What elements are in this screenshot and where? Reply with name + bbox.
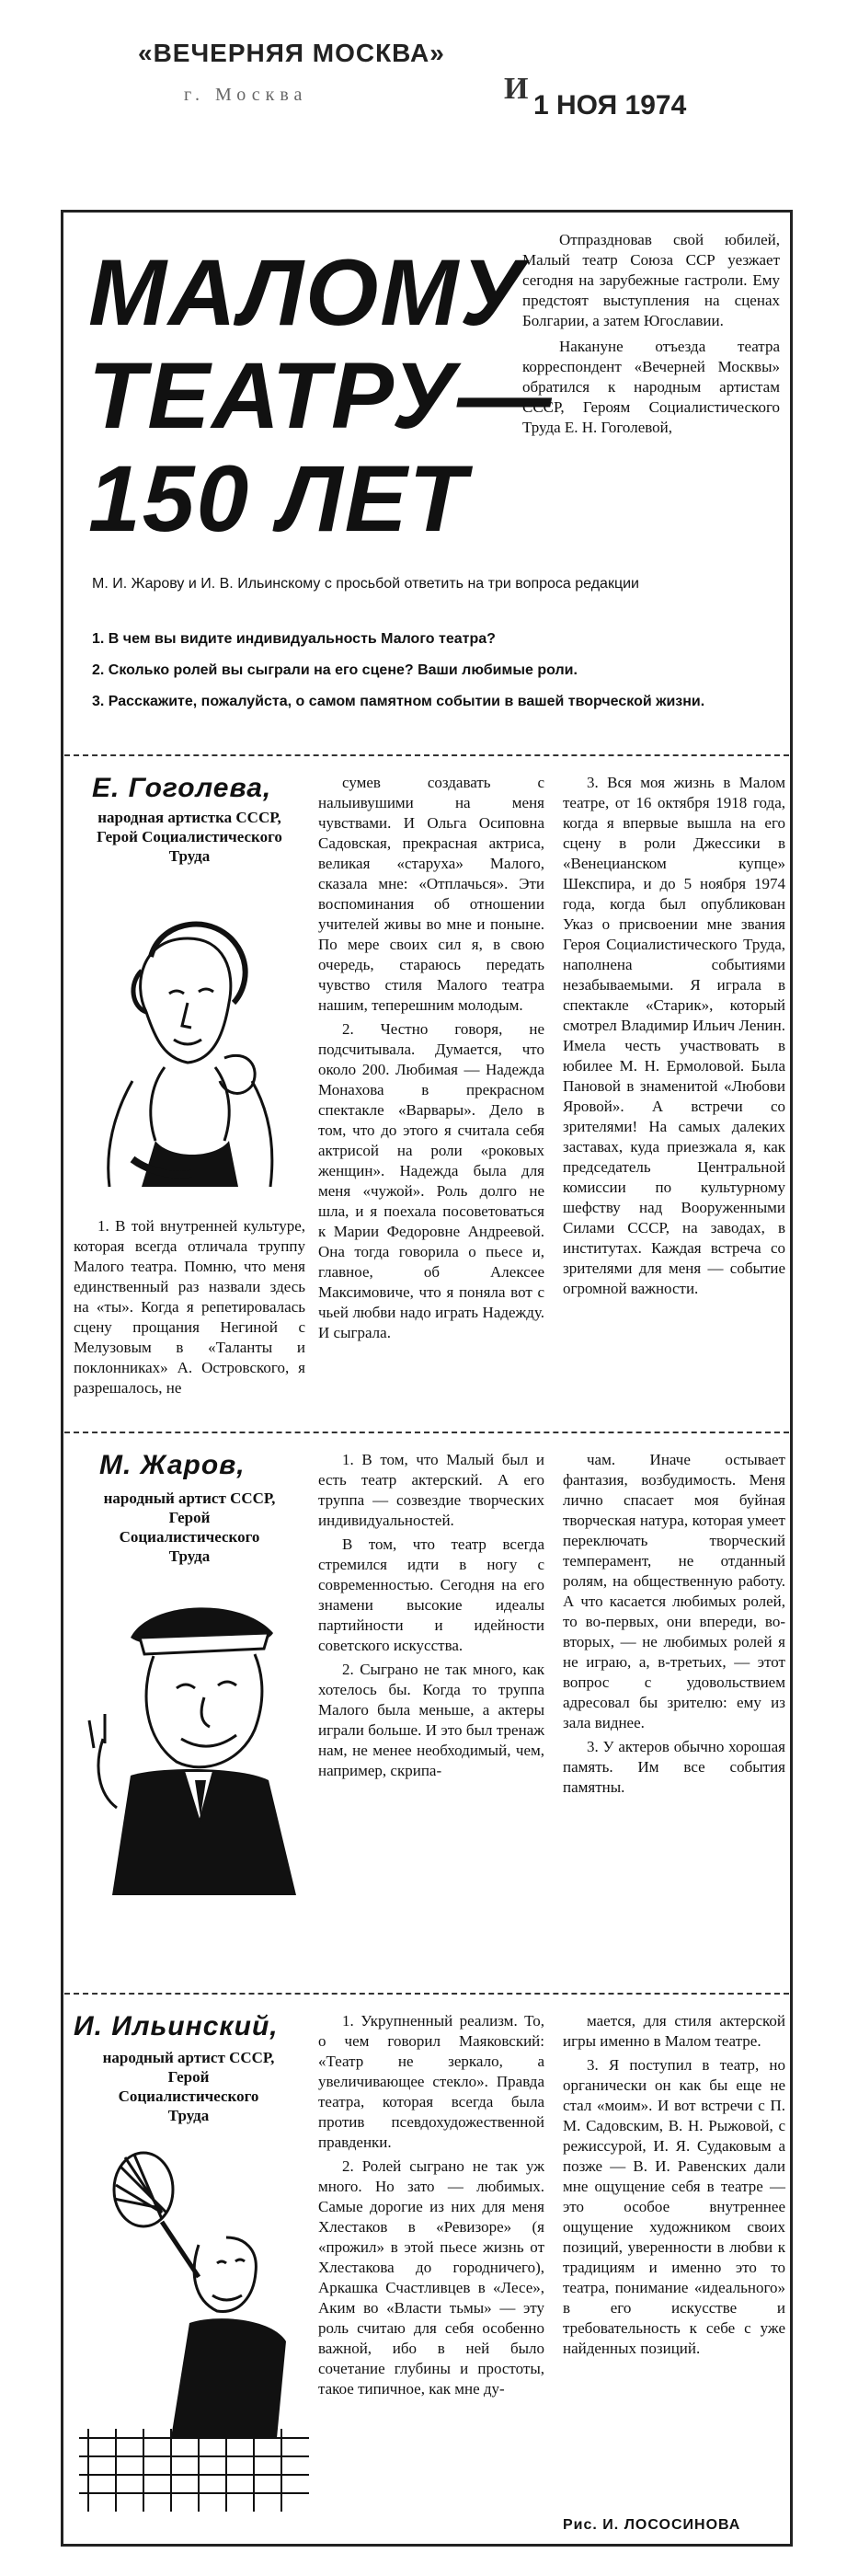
gogoleva-column-a bbox=[74, 1216, 305, 1402]
role-line: Труда bbox=[168, 1547, 211, 1565]
ilyinsky-answer-2: 2. Ролей сыграно не так уж много. Но зато — любимых. Самые дорогие из них для меня Хлестаков в «Ревизоре» (я «прожил» в этой пьесе жизнь от Хлестакова до городничего), Аркашка Счастливцев в «Лесе», Аким во «Власти тьмы» — эту роль считаю для себя особенно важной, ибо в ней было сочетание глубины и простоты, такое типичное, как мне ду- bbox=[318, 2157, 544, 2398]
zharov-text-cont: чам. Иначе остывает фантазия, возбудимость. Меня лично спасает моя буйная творческая натура, которая умеет переключать творческий темперамент, не отданный ролям, на общественную работу. А что касается любимых ролей, то во-первых, они впереди, во-вторых, — не любимых ролей я не играю, а, в-третьих, — этот вопрос с удовольствием адресовал бы зрителю: ему из зала виднее. bbox=[563, 1451, 785, 1731]
zharov-answer-3: 3. У актеров обычно хорошая память. Им все события памятны. bbox=[563, 1738, 785, 1796]
zharov-text: В том, что театр всегда стремился идти в ногу с современностью. Сегодня на его знамени высокие идеалы партийности и идейности советского искусства. bbox=[318, 1535, 544, 1654]
gogoleva-answer-3: 3. Вся моя жизнь в Малом театре, от 16 октября 1918 года, когда я впервые вышла на его сцену в роли Джессики в «Венецианском купце» Шекспира, и до 5 ноября 1974 года, когда был опубликован Указ о присвоении мне звания Героя Социалистического Труда, наполнена событиями незабываемыми. Я играла в спектакле «Старик», который смотрел Владимир Ильич Ленин. Имела честь участвовать в юбилее М. Н. Ермоловой. Была Пановой в знаменитой «Любови Яровой». А встречи со зрителями! На самых далеких заставах, куда приезжала я, как председатель Центральной комиссии по культурному шефству над Вооруженными Силами СССР, на заводах, в институтах. Каждая встреча со зрителями для меня — событие огромной важности. bbox=[563, 774, 785, 1297]
zharov-column-b bbox=[318, 1450, 544, 1785]
gogoleva-column-c bbox=[563, 773, 785, 1303]
zharov-column-c bbox=[563, 1450, 785, 1801]
masthead: «ВЕЧЕРНЯЯ МОСКВА» bbox=[138, 39, 445, 67]
section-ilyinsky-name: И. Ильинский, bbox=[74, 2011, 279, 2041]
gogoleva-answer-2: 2. Честно говоря, не подсчитывала. Думается, что около 200. Любимая — Надежда Монахова в прекрасном спектакле «Варвары». Дело в том, что до этого я считала себя актрисой на роли «роковых женщин». Надежда была для меня «чужой». Роль долго не шла, и я поехала посоветоваться к Марии Федоровне Андреевой. Она тогда говорила о пьесе и, главное, об Алексее Максимовиче, что я поняла вот с чьей любви надо играть Надежду. И сыграла. bbox=[318, 1020, 544, 1341]
role-line: Герой Социалистического bbox=[97, 828, 282, 845]
article-intro: М. И. Жарову и И. В. Ильинскому с просьбой ответить на три вопроса редакции bbox=[92, 576, 639, 592]
date-tick: И bbox=[504, 72, 529, 106]
section-zharov-name: М. Жаров, bbox=[99, 1450, 246, 1480]
ilyinsky-column-c bbox=[563, 2011, 785, 2363]
gogoleva-caricature bbox=[77, 883, 298, 1196]
ilyinsky-column-b bbox=[318, 2011, 544, 2403]
section-divider bbox=[64, 1993, 789, 1995]
zharov-answer-1: 1. В том, что Малый был и есть театр актерский. А его труппа — созвездие творческих индивидуальностей. bbox=[318, 1451, 544, 1529]
ilyinsky-answer-1: 1. Укрупненный реализм. То, о чем говорил Маяковский: «Театр не зеркало, а увеличивающее стекло». Правда театра, которая всегда была против псевдохудожественной правденки. bbox=[318, 2012, 544, 2151]
section-ilyinsky-role bbox=[64, 2048, 313, 2125]
role-line: Герой bbox=[167, 2068, 210, 2086]
section-gogoleva-name: Е. Гоголева, bbox=[92, 773, 272, 803]
illustration-credit: Рис. И. ЛОСОСИНОВА bbox=[563, 2517, 741, 2533]
gogoleva-column-b bbox=[318, 773, 544, 1347]
role-line: Труда bbox=[167, 2107, 210, 2124]
ilyinsky-answer-3: 3. Я поступил в театр, но органически он как бы еще не стал «моим». И вот встречи с П. М. Садовским, В. Н. Рыжовой, с режиссурой, И. Я. Судаковым а позже — В. И. Равенских дали мне ощущение себя в театре — это особое внутреннее ощущение художником своих позиций, уверенности в любви к традициям и именно это то театра, понимание «идеального» в его искусстве и требовательность к себе с уже найденных позиций. bbox=[563, 2056, 785, 2357]
question-3: 3. Расскажите, пожалуйста, о самом памятном событии в вашей творческой жизни. bbox=[92, 694, 705, 709]
zharov-caricature bbox=[75, 1582, 305, 1895]
role-line: Социалистического bbox=[119, 1528, 260, 1546]
role-line: Труда bbox=[168, 847, 211, 865]
issue-date: 1 НОЯ 1974 bbox=[533, 90, 687, 121]
role-line: Герой bbox=[168, 1509, 211, 1526]
role-line: народный артист СССР, bbox=[102, 2049, 275, 2066]
title-line-3: 150 ЛЕТ bbox=[88, 446, 468, 551]
question-2: 2. Сколько ролей вы сыграли на его сцене? Ваши любимые роли. bbox=[92, 662, 578, 678]
question-1: 1. В чем вы видите индивидуальность Малого театра? bbox=[92, 631, 496, 647]
section-gogoleva-role bbox=[70, 808, 309, 866]
zharov-answer-2: 2. Сыграно не так много, как хотелось бы. Когда то труппа Малого была меньше, а актеры играли больше. И это был тренаж нам, не менее необходимый, чем, например, скрипа- bbox=[318, 1661, 544, 1779]
section-divider bbox=[64, 754, 789, 756]
article-title bbox=[88, 241, 553, 550]
role-line: народная артистка СССР, bbox=[97, 809, 281, 826]
gogoleva-text: сумев создавать с налыивушими на меня чувствами. И Ольга Осиповна Садовская, прекрасная актриса, великая «старуха» Малого, сказала мне: «Отплачься». Эти воспоминания об отношении учителей живы во мне и поныне. По мере своих сил я, в свою очередь, стараюсь передать чувство стиля Малого театра нашим, теперешним молодым. bbox=[318, 774, 544, 1014]
ilyinsky-text-cont: мается, для стиля актерской игры именно в Малом театре. bbox=[563, 2012, 785, 2050]
section-zharov-role bbox=[70, 1489, 309, 1566]
title-line-2: ТЕАТРУ— bbox=[88, 343, 554, 448]
role-line: народный артист СССР, bbox=[103, 1489, 276, 1507]
lead-paragraph-2: Накануне отъезда театра корреспондент «Вечерней Москвы» обратился к народным артистам СССР, Героям Социалистического Труда Е. Н. Гоголевой, bbox=[522, 338, 780, 436]
section-divider bbox=[64, 1432, 789, 1433]
questions-list bbox=[92, 629, 773, 723]
lead-paragraph-1: Отпраздновав свой юбилей, Малый театр Союза ССР уезжает сегодня на зарубежные гастроли. Ему предстоят выступления на сценах Болгарии, а затем Югославии. bbox=[522, 231, 780, 329]
article-lead bbox=[522, 230, 780, 443]
ilyinsky-caricature bbox=[79, 2134, 309, 2521]
role-line: Социалистического bbox=[118, 2087, 259, 2105]
title-line-1: МАЛОМУ bbox=[88, 240, 526, 345]
masthead-city: г. Москва bbox=[184, 85, 308, 105]
gogoleva-answer-1: 1. В той внутренней культуре, которая всегда отличала труппу Малого театра. Помню, что меня единственный раз назвали здесь на «ты». Когда я репетировалась сцену прощания Негиной с Мелузовым в «Таланты и поклонниках» А. Островского, я разрешалось, не bbox=[74, 1217, 305, 1397]
